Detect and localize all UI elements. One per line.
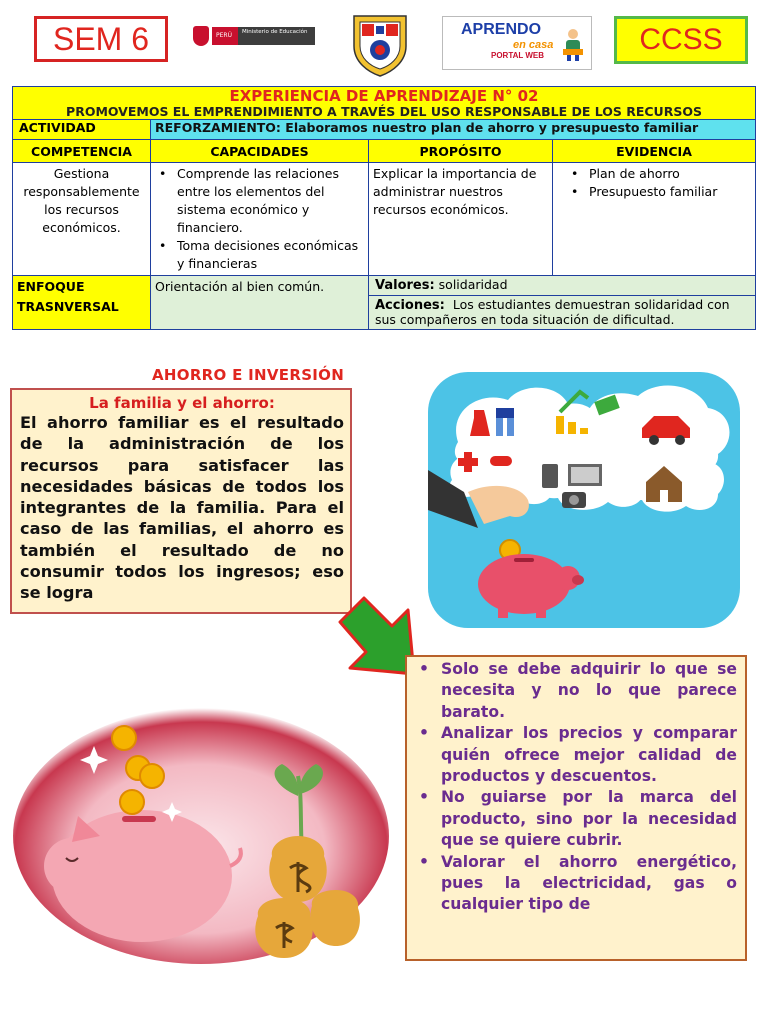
aprendo-portal: PORTAL WEB xyxy=(491,51,545,60)
school-crest-icon xyxy=(350,12,410,78)
competencia-cell: Gestiona responsablemente los recursos económicos. xyxy=(13,163,151,276)
capacidad-item: • Toma decisiones económicas y financieras xyxy=(155,237,364,273)
enfoque-value: Orientación al bien común. xyxy=(151,276,369,330)
acciones-cell xyxy=(369,296,756,330)
header-competencia: COMPETENCIA xyxy=(13,140,151,163)
family-savings-text: El ahorro familiar es el resultado de la administración de los recursos para satisfacer las necesidades básicas de todos los integrantes de la familia. Para el caso de las familias, el ahorro es también el resultado de no consumir todos los ingresos; eso se logra xyxy=(20,413,344,603)
table-title-cell xyxy=(13,87,756,120)
evidencia-cell xyxy=(553,163,756,276)
piggy-bank-illustration xyxy=(12,706,390,966)
header-capacidades: CAPACIDADES xyxy=(151,140,369,163)
capacidades-cell xyxy=(151,163,369,276)
valores-label: Valores: xyxy=(375,278,435,293)
experience-subtitle: PROMOVEMOS EL EMPRENDIMIENTO A TRAVÉS DEL USO RESPONSABLE DE LOS RECURSOS xyxy=(66,104,702,119)
valores-cell xyxy=(369,276,756,296)
saving-tips-box xyxy=(405,655,747,961)
section-title: AHORRO E INVERSIÓN xyxy=(152,366,345,384)
tip-item: • Analizar los precios y comparar quién ofrece mejor calidad de productos y descuentos. xyxy=(417,723,737,787)
minedu-ministry: Ministerio de Educación xyxy=(238,27,315,45)
area-label: CCSS xyxy=(617,19,745,61)
tip-item: • Valorar el ahorro energético, pues la electricidad, gas o cualquier tipo de xyxy=(417,852,737,916)
aprendo-en-casa-logo xyxy=(442,16,592,70)
savings-illustration xyxy=(428,372,740,628)
header-evidencia: EVIDENCIA xyxy=(553,140,756,163)
minedu-logo xyxy=(193,24,315,48)
valores-value: solidaridad xyxy=(438,277,508,292)
actividad-label: ACTIVIDAD xyxy=(13,120,151,140)
evidencia-item: • Plan de ahorro xyxy=(567,165,751,183)
actividad-value: REFORZAMIENTO: Elaboramos nuestro plan de ahorro y presupuesto familiar xyxy=(151,120,756,140)
acciones-value: Los estudiantes demuestran solidaridad con sus compañeros en toda situación de dificultad. xyxy=(375,297,730,327)
header-proposito: PROPÓSITO xyxy=(369,140,553,163)
capacidad-item: • Comprende las relaciones entre los elementos del sistema económico y financiero. xyxy=(155,165,364,237)
family-savings-title: La familia y el ahorro: xyxy=(89,394,275,412)
week-badge xyxy=(34,16,168,62)
area-badge xyxy=(614,16,748,64)
enfoque-label: ENFOQUE TRASNVERSAL xyxy=(13,276,151,330)
acciones-label: Acciones: xyxy=(375,298,445,313)
proposito-cell: Explicar la importancia de administrar nuestros recursos económicos. xyxy=(369,163,553,276)
aprendo-title: APRENDO xyxy=(461,21,542,38)
experience-title: EXPERIENCIA DE APRENDIZAJE N° 02 xyxy=(229,87,539,105)
evidencia-item: • Presupuesto familiar xyxy=(567,183,751,201)
student-icon xyxy=(561,27,585,61)
family-savings-box xyxy=(10,388,352,614)
week-label: SEM 6 xyxy=(37,19,165,59)
peru-shield-icon xyxy=(193,26,209,46)
tip-item: • No guiarse por la marca del producto, sino por la necesidad que se quiere cubrir. xyxy=(417,787,737,851)
minedu-country: PERÚ xyxy=(212,27,238,45)
learning-experience-table xyxy=(12,86,756,330)
aprendo-subtitle: en casa xyxy=(513,39,554,51)
tip-item: • Solo se debe adquirir lo que se necesita y no lo que parece barato. xyxy=(417,659,737,723)
